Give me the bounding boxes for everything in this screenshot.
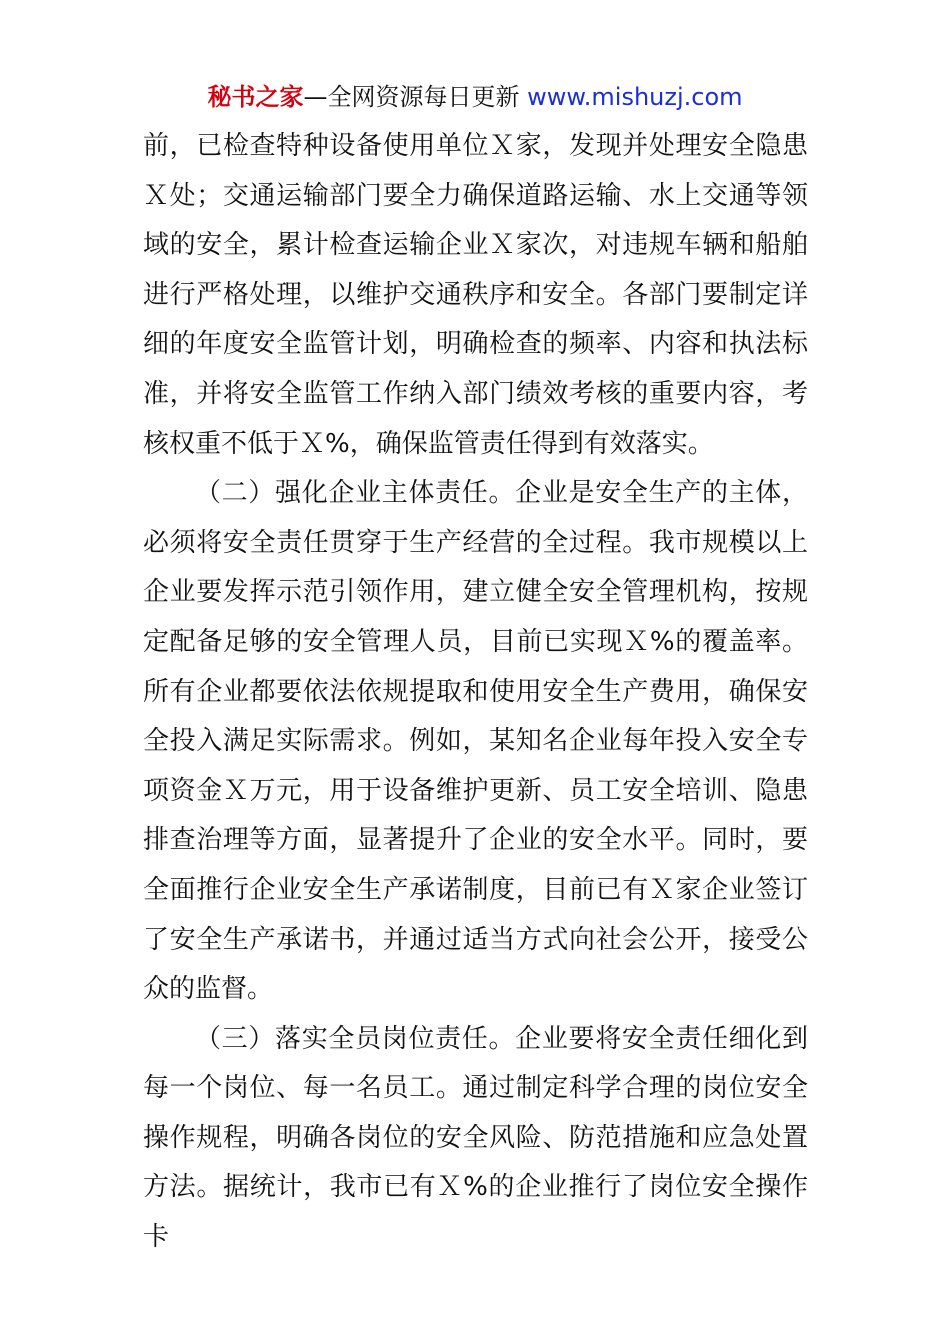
paragraph-section-3: （三）落实全员岗位责任。企业要将安全责任细化到每一个岗位、每一名员工。通过制定科学合理的岗位安全操作规程，明确各岗位的安全风险、防范措施和应急处置方法。据统计，我市已有Ｘ%的企业推行了岗位安全操作卡 [143,1023,808,1253]
paragraph-continued: 前，已检查特种设备使用单位Ｘ家，发现并处理安全隐患Ｘ处；交通运输部门要全力确保道路运输、水上交通等领域的安全，累计检查运输企业Ｘ家次，对违规车辆和船舶进行严格处理，以维护交通秩序和安全。各部门要制定详细的年度安全监管计划，明确检查的频率、内容和执法标准，并将安全监管工作纳入部门绩效考核的重要内容，考核权重不低于Ｘ%，确保监管责任得到有效落实。 [143,131,808,459]
site-url-link[interactable]: www.mishuzj.com [527,83,743,111]
site-header [0,80,950,114]
header-tagline: —全网资源每日更新 [303,83,520,111]
brand-name: 秘书之家 [207,83,304,111]
document-body [143,122,808,1263]
paragraph-section-2: （二）强化企业主体责任。企业是安全生产的主体，必须将安全责任贯穿于生产经营的全过程。我市规模以上企业要发挥示范引领作用，建立健全安全管理机构，按规定配备足够的安全管理人员，目前已实现Ｘ%的覆盖率。所有企业都要依法依规提取和使用安全生产费用，确保安全投入满足实际需求。例如，某知名企业每年投入安全专项资金Ｘ万元，用于设备维护更新、员工安全培训、隐患排查治理等方面，显著提升了企业的安全水平。同时，要全面推行企业安全生产承诺制度，目前已有Ｘ家企业签订了安全生产承诺书，并通过适当方式向社会公开，接受公众的监督。 [143,478,808,1005]
